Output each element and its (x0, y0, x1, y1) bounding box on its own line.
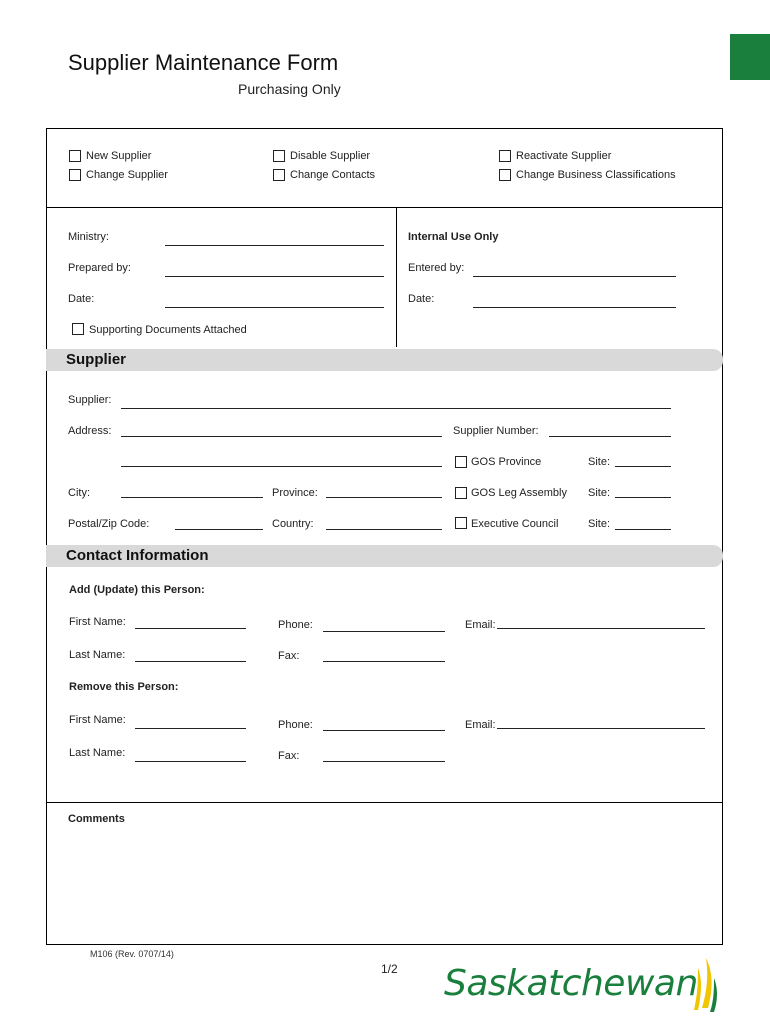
reactivate-supplier-checkbox[interactable] (499, 150, 511, 162)
remove-last-name-label: Last Name: (69, 747, 126, 759)
comments-title: Comments (68, 813, 125, 825)
site-label: Site: (588, 487, 611, 499)
country-field[interactable] (326, 529, 442, 530)
remove-fax-label: Fax: (278, 750, 300, 762)
divider (46, 802, 723, 803)
last-name-field[interactable] (135, 661, 246, 662)
executive-council-checkbox[interactable] (455, 517, 467, 529)
entered-by-field[interactable] (473, 276, 676, 277)
remove-first-name-label: First Name: (69, 714, 126, 726)
executive-council-label: Executive Council (471, 518, 559, 530)
remove-phone-field[interactable] (323, 730, 445, 731)
site-field[interactable] (615, 529, 671, 530)
change-supplier-label: Change Supplier (86, 169, 168, 181)
supplier-label: Supplier: (68, 394, 112, 406)
supplier-section-title: Supplier (66, 351, 127, 368)
fax-label: Fax: (278, 650, 300, 662)
new-supplier-checkbox[interactable] (69, 150, 81, 162)
brand-corner-block (730, 34, 770, 80)
phone-label: Phone: (278, 619, 313, 631)
prepared-by-field[interactable] (165, 276, 384, 277)
supplier-number-field[interactable] (549, 436, 671, 437)
remove-phone-label: Phone: (278, 719, 313, 731)
last-name-label: Last Name: (69, 649, 126, 661)
internal-date-label: Date: (408, 293, 435, 305)
divider (396, 207, 397, 347)
comments-area[interactable] (60, 832, 715, 937)
date-field[interactable] (165, 307, 384, 308)
remove-last-name-field[interactable] (135, 761, 246, 762)
remove-email-label: Email: (465, 719, 496, 731)
change-contacts-label: Change Contacts (290, 169, 375, 181)
supplier-number-label: Supplier Number: (453, 425, 539, 437)
gos-leg-assembly-checkbox[interactable] (455, 487, 467, 499)
first-name-label: First Name: (69, 616, 126, 628)
change-supplier-checkbox[interactable] (69, 169, 81, 181)
add-person-title: Add (Update) this Person: (69, 584, 205, 596)
form-code: M106 (Rev. 0707/14) (90, 949, 174, 959)
ministry-field[interactable] (165, 245, 384, 246)
supporting-docs-checkbox[interactable] (72, 323, 84, 335)
date-label: Date: (68, 293, 95, 305)
site-field[interactable] (615, 466, 671, 467)
postal-code-label: Postal/Zip Code: (68, 518, 150, 530)
remove-email-field[interactable] (497, 728, 705, 729)
divider (46, 207, 723, 208)
page-number: 1/2 (381, 962, 398, 976)
contact-section-header (46, 545, 723, 567)
address-line-2-field[interactable] (121, 466, 442, 467)
supporting-docs-label: Supporting Documents Attached (89, 324, 247, 336)
supplier-field[interactable] (121, 408, 671, 409)
email-field[interactable] (497, 628, 705, 629)
prepared-by-label: Prepared by: (68, 262, 131, 274)
city-field[interactable] (121, 497, 263, 498)
disable-supplier-label: Disable Supplier (290, 150, 371, 162)
saskatchewan-logo: Saskatchewan (444, 963, 698, 1004)
wheat-logo-icon (688, 956, 722, 1014)
disable-supplier-checkbox[interactable] (273, 150, 285, 162)
gos-province-checkbox[interactable] (455, 456, 467, 468)
change-business-classifications-label: Change Business Classifications (516, 169, 676, 181)
entered-by-label: Entered by: (408, 262, 465, 274)
new-supplier-label: New Supplier (86, 150, 152, 162)
internal-date-field[interactable] (473, 307, 676, 308)
supplier-section-header (46, 349, 723, 371)
city-label: City: (68, 487, 90, 499)
remove-first-name-field[interactable] (135, 728, 246, 729)
remove-fax-field[interactable] (323, 761, 445, 762)
address-field[interactable] (121, 436, 442, 437)
postal-code-field[interactable] (175, 529, 263, 530)
change-contacts-checkbox[interactable] (273, 169, 285, 181)
page-title: Supplier Maintenance Form (68, 50, 339, 75)
remove-person-title: Remove this Person: (69, 681, 179, 693)
country-label: Country: (272, 518, 314, 530)
contact-section-title: Contact Information (66, 547, 209, 564)
email-label: Email: (465, 619, 496, 631)
gos-leg-assembly-label: GOS Leg Assembly (471, 487, 567, 499)
site-field[interactable] (615, 497, 671, 498)
phone-field[interactable] (323, 631, 445, 632)
ministry-label: Ministry: (68, 231, 109, 243)
reactivate-supplier-label: Reactivate Supplier (516, 150, 612, 162)
fax-field[interactable] (323, 661, 445, 662)
site-label: Site: (588, 456, 611, 468)
change-business-classifications-checkbox[interactable] (499, 169, 511, 181)
page-subtitle: Purchasing Only (238, 81, 341, 97)
site-label: Site: (588, 518, 611, 530)
province-label: Province: (272, 487, 318, 499)
internal-use-title: Internal Use Only (408, 231, 499, 243)
province-field[interactable] (326, 497, 442, 498)
form-frame (46, 128, 723, 945)
address-label: Address: (68, 425, 112, 437)
gos-province-label: GOS Province (471, 456, 542, 468)
first-name-field[interactable] (135, 628, 246, 629)
